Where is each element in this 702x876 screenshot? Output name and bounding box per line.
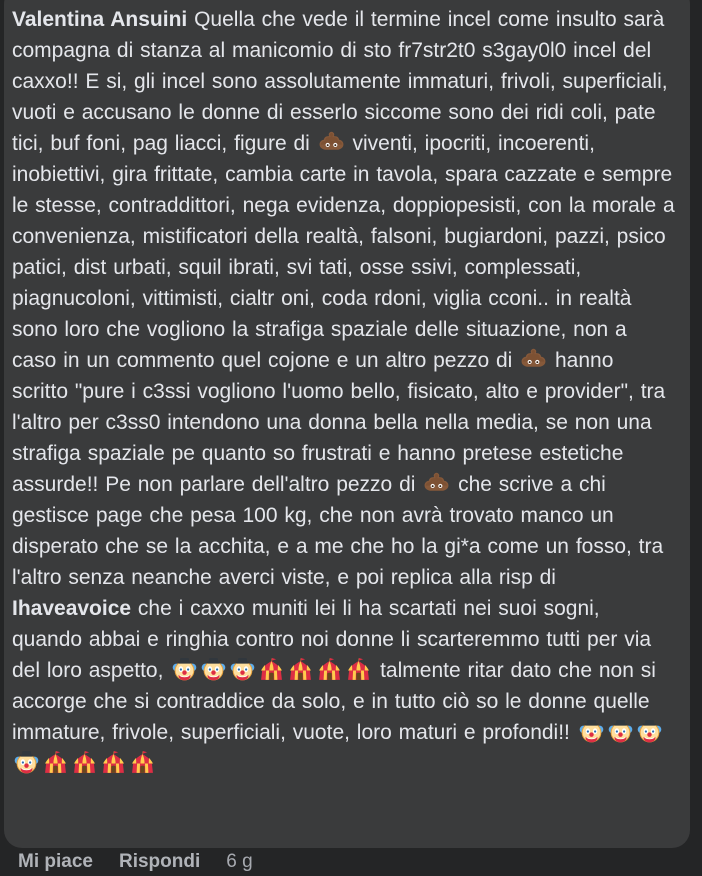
comment-text: che i caxxo muniti lei li ha scartati nei suoi sogni, quando abbai e ringhia contro noi donne li scarteremmo tutti per via del loro aspetto, xyxy=(12,597,652,682)
clown-face-icon xyxy=(172,657,197,682)
user-mention[interactable]: Ihaveavoice xyxy=(12,597,132,620)
pile-of-poo-icon xyxy=(521,347,546,372)
comment-actions xyxy=(18,851,253,873)
circus-tent-icon xyxy=(346,657,371,682)
pile-of-poo-icon xyxy=(424,471,449,496)
clown-face-icon xyxy=(230,657,255,682)
circus-tent-icon xyxy=(130,750,155,775)
clown-face-icon xyxy=(637,719,662,744)
like-button[interactable]: Mi piace xyxy=(18,851,93,872)
comment-timestamp[interactable]: 6 g xyxy=(226,851,253,872)
circus-tent-icon xyxy=(288,657,313,682)
pile-of-poo-icon xyxy=(319,130,344,155)
comment-body xyxy=(12,4,676,779)
comment-text: Quella che vede il termine incel come insulto sarà compagna di stanza al manicomio di sto fr7str2t0 s3gay0l0 incel del caxxo!! E si, gli incel sono assolutamente immaturi, frivoli, superficiali, vuoti e accusano le donne di esserlo siccome sono dei ridi coli, pate tici, buf foni, pag liacci, figure di xyxy=(12,8,668,155)
comment-text: viventi, ipocriti, incoerenti, inobiettivi, gira frittate, cambia carte in tavola, spara cazzate e sempre le stesse, contraddittori, nega evidenza, doppiopesisti, con la morale a convenienza, mistificatori della realtà, falsoni, bugiardoni, pazzi, psico patici, dist urbati, squil ibrati, svi tati, osse ssivi, complessati, piagnucoloni, vittimisti, cialtr oni, coda rdoni, viglia cconi.. in realtà sono loro che vogliono la strafiga spaziale delle situazione, non a caso in un commento quel cojone e un altro pezzo di xyxy=(12,132,675,372)
clown-face-icon xyxy=(14,750,39,775)
clown-face-icon xyxy=(201,657,226,682)
circus-tent-icon xyxy=(43,750,68,775)
comment-author-name[interactable]: Valentina Ansuini xyxy=(12,8,188,31)
comment-bubble xyxy=(4,0,690,848)
circus-tent-icon xyxy=(101,750,126,775)
comment-text: talmente ritar dato che non si accorge che si contraddice da solo, e in tutto ciò so le donne quelle immature, frivole, superficiali, vuote, loro maturi e profondi!! xyxy=(12,659,656,744)
circus-tent-icon xyxy=(259,657,284,682)
comment-text: che scrive a chi gestisce page che pesa 100 kg, che non avrà trovato manco un disperato che se la acchita, e a me che ho la gi*a come un fosso, tra l'altro senza neanche averci viste, e poi replica alla risp di xyxy=(12,473,664,589)
reply-button[interactable]: Rispondi xyxy=(118,851,201,872)
circus-tent-icon xyxy=(317,657,342,682)
clown-face-icon xyxy=(579,719,604,744)
comment-text: hanno scritto "pure i c3ssi vogliono l'uomo bello, fisicato, alto e provider", tra l'altro per c3ss0 intendono una donna bella nella media, se non una strafiga spaziale pe quanto so frustrati e hanno pretese estetiche assurde!! Pe non parlare dell'altro pezzo di xyxy=(12,349,666,496)
clown-face-icon xyxy=(608,719,633,744)
circus-tent-icon xyxy=(72,750,97,775)
